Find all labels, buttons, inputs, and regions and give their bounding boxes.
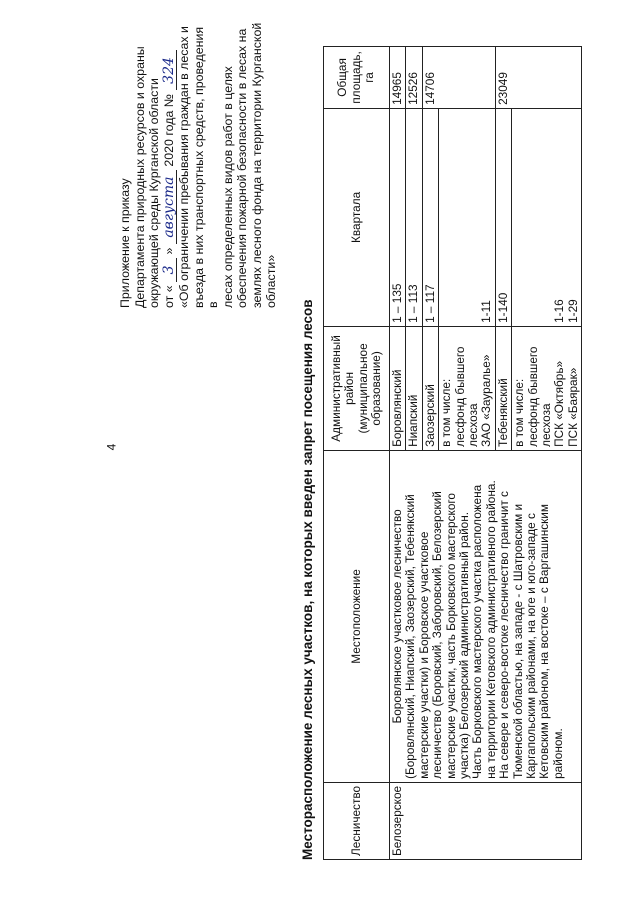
location-line: Каргапольским районами, на юге и юго-западе с	[524, 513, 539, 779]
handwritten-month: августа	[162, 170, 178, 244]
location-line: мастерские участки, часть Борковского мастерского	[443, 493, 458, 779]
handwritten-order-number: 324	[162, 50, 178, 90]
forestry-cell: Белозерское	[390, 782, 582, 859]
location-cell	[390, 450, 582, 782]
detail-line: в том числе:	[439, 378, 454, 447]
detail-line: ЗАО «Зауралье»	[479, 354, 494, 447]
location-line: Тюменской областью, на западе - с Шатровским и	[510, 503, 525, 779]
date-mid: »	[161, 247, 176, 255]
appendix-line: Департамента природных ресурсов и охраны	[132, 46, 147, 308]
appendix-line: обеспечения пожарной безопасности в лесах на	[235, 28, 249, 308]
document-title: Месторасположение лесных участков, на которых введен запрет посещения лесов	[300, 299, 315, 860]
district-cell: Тебенякский	[495, 326, 511, 450]
detail-line: в том числе:	[512, 378, 527, 447]
quarters-cell: 1 – 135	[390, 108, 406, 326]
date-year: 2020 года №	[161, 93, 176, 167]
detail-quarters: 1-16	[552, 299, 567, 323]
appendix-line: Приложение к приказу	[118, 178, 132, 308]
district-cell: Ниапский	[406, 326, 422, 450]
header-forestry: Лесничество	[324, 782, 390, 859]
quarters-detail-cell	[439, 108, 496, 326]
detail-quarters: 1-11	[479, 300, 494, 323]
location-line: на территории Кетовского административного района.	[483, 480, 498, 779]
district-detail-cell	[439, 326, 496, 450]
area-cell: 23049	[495, 46, 581, 108]
district-cell: Боровлянский	[390, 326, 406, 450]
location-line: Часть Борковского мастерского участка расположена	[470, 484, 485, 779]
area-cell: 12526	[406, 46, 422, 108]
detail-line: лесхоза	[539, 403, 554, 447]
rotated-document	[10, 20, 610, 880]
quarters-cell: 1 – 113	[406, 108, 422, 326]
detail-line: лесфонд бывшего	[525, 346, 540, 447]
handwritten-day: 3	[162, 258, 178, 282]
appendix-line: области»	[264, 254, 278, 308]
appendix-line: землях лесного фонда на территории Курганской	[249, 22, 264, 308]
table-row	[390, 46, 406, 859]
detail-quarters: 1-29	[565, 299, 580, 323]
header-area: Общая площадь, га	[324, 46, 390, 108]
location-line: (Боровлянский, Ниапский, Заозерский, Тебенякский	[403, 494, 418, 779]
header-district: Административный район (муниципальное образование)	[324, 326, 390, 450]
location-line: Кетовским районом, на востоке – с Варгашинским	[537, 504, 552, 779]
location-line: На севере и северо-востоке лесничество граничит с	[497, 491, 512, 779]
header-quarters: Квартала	[324, 108, 390, 326]
area-cell: 14965	[390, 46, 406, 108]
page-number: 4	[104, 443, 119, 451]
location-line: мастерские участки) и Боровское участковое	[416, 531, 431, 779]
location-line: Боровлянское участковое лесничество	[390, 509, 404, 724]
header-location: Местоположение	[324, 450, 390, 782]
area-cell: 14706	[422, 46, 495, 108]
detail-line: лесхоза	[466, 403, 481, 447]
location-line: районом.	[550, 728, 565, 779]
date-prefix: от «	[161, 285, 176, 308]
detail-line: ПСК «Октябрь»	[552, 360, 567, 447]
district-detail-cell	[512, 326, 582, 450]
district-cell: Заозерский	[422, 326, 438, 450]
appendix-header	[118, 18, 279, 308]
appendix-line: окружающей среды Курганской области	[147, 78, 161, 308]
quarters-detail-cell	[512, 108, 582, 326]
appendix-line: лесах определенных видов работ в целях	[220, 66, 235, 308]
location-line: лесничество (Боровский, Заборовский, Белозерский	[430, 491, 445, 779]
order-date-line	[162, 18, 178, 308]
location-line: участка) Белозерский административный район.	[457, 511, 472, 779]
quarters-cell: 1 – 117	[422, 108, 438, 326]
forest-plots-table	[323, 46, 582, 860]
appendix-line: «Об ограничении пребывания граждан в лесах и	[177, 26, 191, 308]
detail-line: ПСК «Баярак»	[565, 367, 580, 447]
detail-line: лесфонд бывшего	[452, 346, 467, 447]
quarters-cell: 1-140	[495, 108, 511, 326]
table-header-row	[324, 46, 390, 859]
appendix-line: въезда в них транспортных средств, проведения в	[191, 26, 220, 308]
